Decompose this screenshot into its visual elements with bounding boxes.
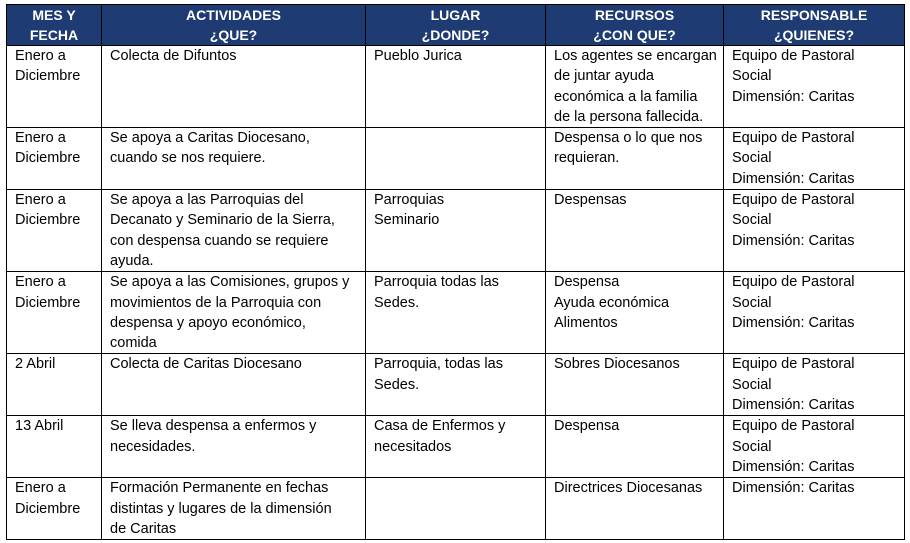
cell-text-line: Enero a bbox=[15, 480, 66, 497]
cell-fecha bbox=[7, 478, 102, 540]
cell-text-line: Sobres Diocesanos bbox=[554, 356, 680, 373]
cell-text-line: Enero a bbox=[15, 192, 66, 209]
cell-text-line: Los agentes se encargan bbox=[554, 48, 717, 64]
cell-text-line: ayuda. bbox=[110, 252, 154, 269]
cell-text-line: económica a la familia bbox=[554, 88, 698, 105]
header-actividades bbox=[102, 5, 366, 46]
cell-text-line: Social bbox=[732, 438, 772, 455]
header-text-line: LUGAR bbox=[430, 7, 481, 23]
cell-text-line: Parroquias bbox=[374, 192, 445, 209]
table-row bbox=[7, 46, 905, 128]
header-recursos bbox=[546, 5, 724, 46]
cell-text-line: Social bbox=[732, 294, 772, 311]
cell-text-line: Se apoya a Caritas Diocesano, bbox=[110, 130, 310, 147]
table-body bbox=[7, 46, 905, 540]
cell-recursos bbox=[546, 272, 724, 354]
header-text-line: ¿QUIENES? bbox=[773, 27, 855, 43]
activity-plan-table bbox=[6, 4, 905, 540]
cell-recursos bbox=[546, 128, 724, 190]
cell-text-line: Parroquia todas las bbox=[374, 274, 499, 291]
cell-text-line: Equipo de Pastoral bbox=[732, 274, 855, 291]
cell-lugar bbox=[366, 478, 546, 540]
cell-recursos bbox=[546, 190, 724, 272]
cell-responsable bbox=[724, 46, 905, 128]
cell-text-line: Dimensión: Caritas bbox=[732, 314, 855, 331]
cell-text-line: Enero a bbox=[15, 130, 66, 147]
cell-text-line: Equipo de Pastoral bbox=[732, 418, 855, 435]
cell-text-line: Diciembre bbox=[15, 294, 81, 311]
cell-text-line: Diciembre bbox=[15, 500, 81, 517]
cell-text-line: Enero a bbox=[15, 274, 66, 291]
header-text-line: ¿CON QUE? bbox=[593, 27, 676, 43]
cell-actividad bbox=[102, 354, 366, 416]
cell-text-line: Dimensión: Caritas bbox=[732, 397, 855, 414]
table-row bbox=[7, 190, 905, 272]
cell-lugar bbox=[366, 128, 546, 190]
cell-text-line: Social bbox=[732, 150, 772, 167]
cell-responsable bbox=[724, 190, 905, 272]
cell-text-line: despensa y apoyo económico, bbox=[110, 314, 306, 331]
cell-text-line: necesitados bbox=[374, 438, 452, 455]
cell-text-line: distintas y lugares de la dimensión bbox=[110, 500, 332, 517]
cell-text-line: Diciembre bbox=[15, 150, 81, 167]
cell-lugar bbox=[366, 46, 546, 128]
cell-text-line: cuando se nos requiere. bbox=[110, 150, 266, 167]
cell-text-line: Decanato y Seminario de la Sierra, bbox=[110, 212, 335, 229]
cell-text-line: Pueblo Jurica bbox=[374, 48, 462, 64]
cell-lugar bbox=[366, 190, 546, 272]
table-row bbox=[7, 272, 905, 354]
cell-text-line: Social bbox=[732, 212, 772, 229]
cell-text-line: Diciembre bbox=[15, 68, 81, 85]
cell-text-line: Equipo de Pastoral bbox=[732, 130, 855, 147]
cell-text-line: Se apoya a las Comisiones, grupos y bbox=[110, 274, 350, 291]
cell-responsable bbox=[724, 478, 905, 540]
cell-text-line: Sedes. bbox=[374, 294, 420, 311]
cell-text-line: Diciembre bbox=[15, 212, 81, 229]
cell-actividad bbox=[102, 190, 366, 272]
cell-fecha bbox=[7, 416, 102, 478]
cell-text-line: Colecta de Caritas Diocesano bbox=[110, 356, 302, 373]
header-text-line: ACTIVIDADES bbox=[186, 7, 281, 23]
header-row bbox=[7, 5, 905, 46]
cell-actividad bbox=[102, 416, 366, 478]
header-responsable bbox=[724, 5, 905, 46]
cell-text-line: Despensa bbox=[554, 274, 620, 291]
cell-text-line: de juntar ayuda bbox=[554, 68, 654, 85]
header-lugar bbox=[366, 5, 546, 46]
header-text-line: FECHA bbox=[29, 27, 79, 43]
header-text-line: RECURSOS bbox=[594, 7, 675, 23]
cell-text-line: Social bbox=[732, 376, 772, 393]
cell-text-line: requieran. bbox=[554, 150, 620, 167]
header-fecha bbox=[7, 5, 102, 46]
cell-text-line: Dimensión: Caritas bbox=[732, 458, 855, 475]
cell-text-line: Sedes. bbox=[374, 376, 420, 393]
cell-fecha bbox=[7, 354, 102, 416]
cell-text-line: Equipo de Pastoral bbox=[732, 356, 855, 373]
cell-text-line: Se lleva despensa a enfermos y bbox=[110, 418, 317, 435]
cell-text-line: comida bbox=[110, 335, 157, 352]
cell-text-line: con despensa cuando se requiere bbox=[110, 232, 329, 249]
cell-text-line: Casa de Enfermos y bbox=[374, 418, 506, 435]
cell-recursos bbox=[546, 416, 724, 478]
cell-text-line: Seminario bbox=[374, 212, 440, 229]
cell-responsable bbox=[724, 354, 905, 416]
cell-text-line: Directrices Diocesanas bbox=[554, 480, 703, 497]
cell-actividad bbox=[102, 478, 366, 540]
cell-text-line: de la persona fallecida. bbox=[554, 108, 704, 125]
table-row bbox=[7, 354, 905, 416]
cell-text-line: Enero a bbox=[15, 48, 66, 64]
table-row bbox=[7, 128, 905, 190]
cell-text-line: movimientos de la Parroquia con bbox=[110, 294, 322, 311]
cell-recursos bbox=[546, 46, 724, 128]
cell-lugar bbox=[366, 272, 546, 354]
header-text-line: ¿DONDE? bbox=[421, 27, 490, 43]
header-text-line: RESPONSABLE bbox=[760, 7, 868, 23]
cell-text-line: 13 Abril bbox=[15, 418, 64, 435]
cell-text-line: Dimensión: Caritas bbox=[732, 232, 855, 249]
cell-text-line: Alimentos bbox=[554, 314, 618, 331]
table-row bbox=[7, 416, 905, 478]
cell-text-line: Dimensión: Caritas bbox=[732, 480, 855, 497]
cell-text-line: Dimensión: Caritas bbox=[732, 88, 855, 105]
table-row bbox=[7, 478, 905, 540]
cell-text-line: Parroquia, todas las bbox=[374, 356, 503, 373]
cell-recursos bbox=[546, 354, 724, 416]
header-text-line: ¿QUE? bbox=[209, 27, 258, 43]
cell-text-line: necesidades. bbox=[110, 438, 196, 455]
cell-fecha bbox=[7, 128, 102, 190]
cell-text-line: de Caritas bbox=[110, 520, 177, 537]
table-header bbox=[7, 5, 905, 46]
cell-actividad bbox=[102, 128, 366, 190]
cell-recursos bbox=[546, 478, 724, 540]
cell-text-line: Social bbox=[732, 68, 772, 85]
cell-text-line: Dimensión: Caritas bbox=[732, 170, 855, 187]
cell-text-line: Se apoya a las Parroquias del bbox=[110, 192, 304, 209]
cell-text-line: Formación Permanente en fechas bbox=[110, 480, 329, 497]
cell-text-line: Despensa o lo que nos bbox=[554, 130, 703, 147]
cell-lugar bbox=[366, 416, 546, 478]
cell-responsable bbox=[724, 416, 905, 478]
cell-text-line: Ayuda económica bbox=[554, 294, 670, 311]
cell-actividad bbox=[102, 46, 366, 128]
cell-actividad bbox=[102, 272, 366, 354]
cell-text-line: 2 Abril bbox=[15, 356, 56, 373]
cell-text-line: Equipo de Pastoral bbox=[732, 48, 855, 64]
header-text-line: MES Y bbox=[32, 7, 76, 23]
cell-fecha bbox=[7, 190, 102, 272]
cell-text-line: Despensas bbox=[554, 192, 627, 209]
cell-lugar bbox=[366, 354, 546, 416]
cell-text-line: Equipo de Pastoral bbox=[732, 192, 855, 209]
cell-fecha bbox=[7, 272, 102, 354]
cell-fecha bbox=[7, 46, 102, 128]
cell-text-line: Despensa bbox=[554, 418, 620, 435]
cell-responsable bbox=[724, 272, 905, 354]
cell-responsable bbox=[724, 128, 905, 190]
cell-text-line: Colecta de Difuntos bbox=[110, 48, 237, 64]
